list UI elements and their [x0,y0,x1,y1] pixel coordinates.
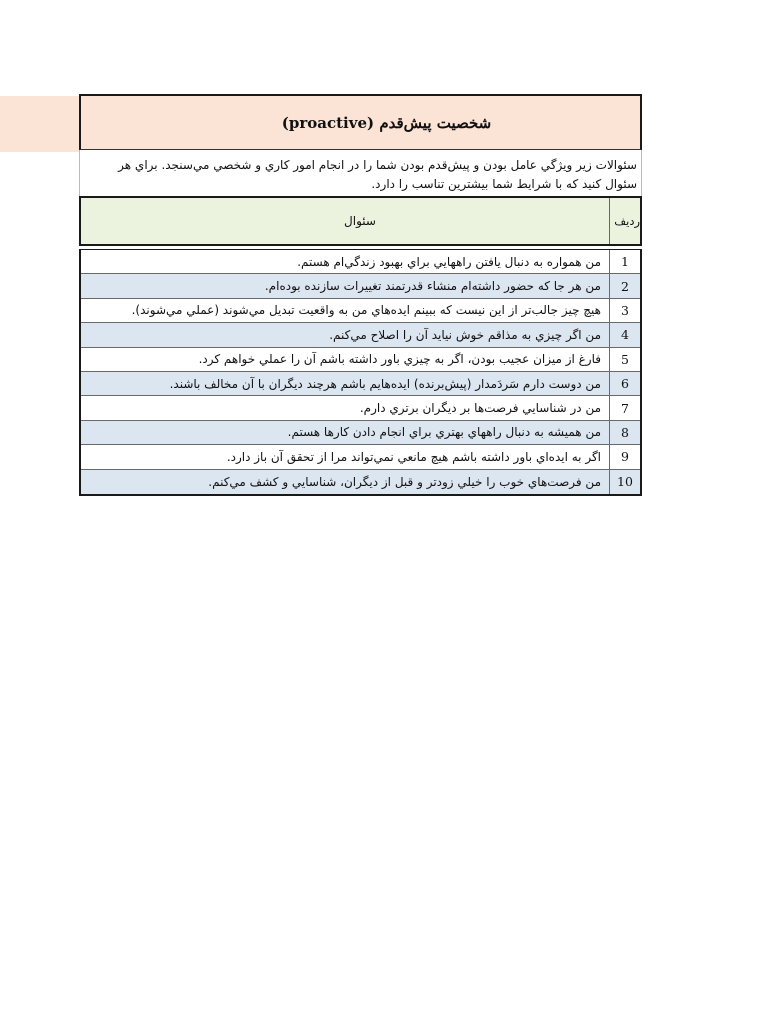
question-cell[interactable]: من در شناسايي فرصت‌ها بر ديگران برتري دارم. [359,401,601,416]
table-row[interactable] [81,323,640,347]
row-number-cell[interactable]: 1 [609,250,640,273]
question-cell[interactable]: من هر جا كه حضور داشته‌ام منشاء قدرتمند تغييرات سازنده بوده‌ام. [264,279,601,294]
row-number-cell[interactable]: 8 [609,421,640,444]
table-row[interactable] [81,250,640,274]
question-cell[interactable]: من اگر چيزي به مذاقم خوش نيايد آن را اصلاح مي‌كنم. [329,327,601,342]
question-cell[interactable]: من همواره به دنبال يافتن راههايي براي بهبود زندگي‌ام هستم. [297,254,601,269]
table-header [79,196,642,246]
intro-cell[interactable]: سئوالات زير ويژگي عامل بودن و پيش‌قدم بودن شما را در انجام امور كاري و شخصي مي‌سنجد. براي هر سئوال كنيد كه با شرايط شما بيشترين تناسب را دارد. [79,150,642,196]
row-number-cell[interactable]: 2 [609,274,640,297]
question-cell[interactable]: من دوست دارم سَردَمدار (پيش‌برنده) ايده‌هايم باشم هرچند ديگران با آن مخالف باشند. [169,376,601,391]
table-row[interactable] [81,396,640,420]
table-row[interactable] [81,274,640,298]
table-row[interactable] [81,421,640,445]
question-cell[interactable]: من فرصت‌هاي خوب را خيلي زودتر و قبل از ديگران، شناسايي و كشف مي‌كنم. [208,474,601,489]
row-number-cell[interactable]: 9 [609,445,640,468]
table-row[interactable] [81,299,640,323]
table-row[interactable] [81,470,640,494]
questionnaire-sheet [79,94,642,496]
row-number-cell[interactable]: 4 [609,323,640,346]
question-cell[interactable]: من هميشه به دنبال راههاي بهتري براي انجام دادن كارها هستم. [287,425,601,440]
question-cell[interactable]: فارغ از ميزان عجيب بودن، اگر به چيزي باور داشته باشم آن را عملي خواهم كرد. [198,352,601,367]
table-row[interactable] [81,348,640,372]
question-cell[interactable]: اگر به ايده‌اي باور داشته باشم هيچ مانعي نمي‌تواند مرا از تحقق آن باز دارد. [226,449,601,464]
row-number-cell[interactable]: 3 [609,299,640,322]
question-cell[interactable]: هيچ چيز جالب‌تر از اين نيست كه ببينم ايده‌هاي من به واقعيت تبديل مي‌شوند (عملي مي‌شوند). [131,303,601,318]
table-row[interactable] [81,372,640,396]
title-cell[interactable] [79,94,642,150]
row-number-cell[interactable]: 5 [609,348,640,371]
header-question[interactable]: سئوال [344,214,376,228]
header-row-number[interactable]: رديف [609,198,640,244]
row-number-cell[interactable]: 10 [609,470,640,494]
row-number-cell[interactable]: 7 [609,396,640,419]
left-panel-strip [0,96,80,152]
question-rows [79,249,642,496]
sheet-title: شخصیت پیش‌قدم (proactive) [281,113,492,132]
row-number-cell[interactable]: 6 [609,372,640,395]
table-row[interactable] [81,445,640,469]
